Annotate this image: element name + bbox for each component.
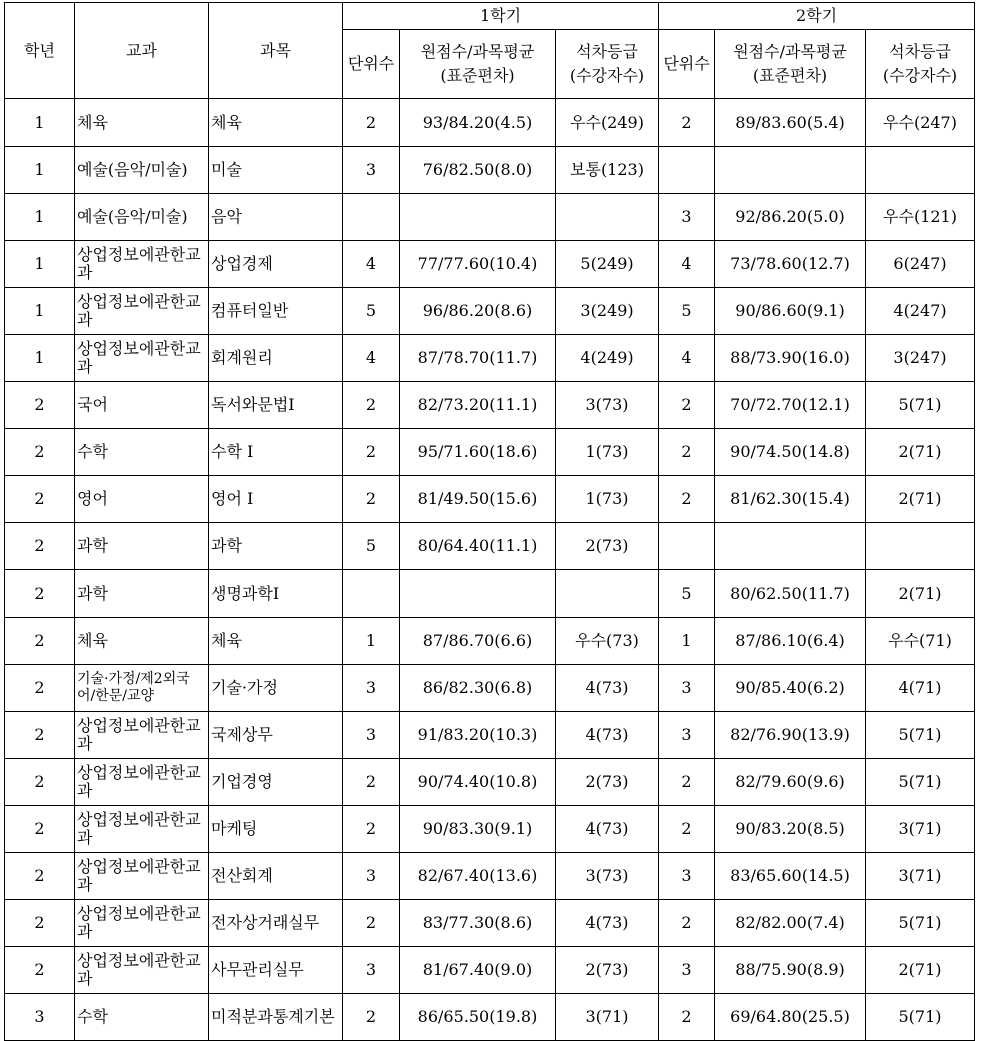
subject-cell: 영어 I [209, 476, 343, 523]
s1-units-cell: 5 [343, 288, 400, 335]
s1-score-cell: 86/82.30(6.8) [400, 665, 556, 712]
s1-rank-cell: 3(249) [556, 288, 659, 335]
subject-group-cell: 수학 [75, 994, 209, 1041]
grade-cell: 1 [5, 147, 75, 194]
grade-cell: 1 [5, 99, 75, 147]
subject-group-cell: 국어 [75, 382, 209, 429]
subject-group-cell: 수학 [75, 429, 209, 476]
s1-score-cell: 90/74.40(10.8) [400, 759, 556, 806]
subject-cell: 사무관리실무 [209, 947, 343, 994]
s1-units-cell: 3 [343, 853, 400, 900]
s1-score-cell: 81/67.40(9.0) [400, 947, 556, 994]
table-row [5, 665, 975, 712]
header-std-dev: (표준편차) [752, 66, 828, 85]
subject-cell: 체육 [209, 618, 343, 665]
grade-cell: 2 [5, 759, 75, 806]
s1-rank-cell: 5(249) [556, 241, 659, 288]
s2-rank-cell: 4(71) [866, 665, 975, 712]
header-s1-score [400, 30, 556, 99]
s2-rank-cell: 5(71) [866, 712, 975, 759]
s2-score-cell: 69/64.80(25.5) [715, 994, 866, 1041]
s1-rank-cell: 우수(249) [556, 99, 659, 147]
s2-units-cell: 3 [659, 853, 715, 900]
s1-score-cell: 87/86.70(6.6) [400, 618, 556, 665]
grade-cell: 3 [5, 994, 75, 1041]
s2-rank-cell: 5(71) [866, 994, 975, 1041]
table-header [5, 3, 975, 99]
s2-rank-cell: 우수(121) [866, 194, 975, 241]
s1-score-cell [400, 570, 556, 618]
s1-rank-cell: 3(73) [556, 382, 659, 429]
table-row [5, 570, 975, 618]
table-row [5, 523, 975, 570]
s1-rank-cell: 2(73) [556, 523, 659, 570]
s1-rank-cell: 4(73) [556, 665, 659, 712]
grade-cell: 2 [5, 523, 75, 570]
subject-cell: 기업경영 [209, 759, 343, 806]
report-card [4, 2, 975, 1041]
table-row [5, 618, 975, 665]
grade-cell: 2 [5, 665, 75, 712]
table-row [5, 241, 975, 288]
s1-rank-cell: 보통(123) [556, 147, 659, 194]
s1-rank-cell: 2(73) [556, 759, 659, 806]
subject-group-cell: 체육 [75, 618, 209, 665]
s2-score-cell: 70/72.70(12.1) [715, 382, 866, 429]
header-s1-rank [556, 30, 659, 99]
subject-cell: 생명과학I [209, 570, 343, 618]
s2-units-cell [659, 147, 715, 194]
subject-cell: 회계원리 [209, 335, 343, 382]
grade-cell: 2 [5, 853, 75, 900]
s2-score-cell: 73/78.60(12.7) [715, 241, 866, 288]
s2-score-cell [715, 147, 866, 194]
s1-rank-cell: 3(73) [556, 853, 659, 900]
grade-cell: 2 [5, 618, 75, 665]
s1-score-cell: 91/83.20(10.3) [400, 712, 556, 759]
s2-rank-cell: 2(71) [866, 947, 975, 994]
subject-group-cell: 기술·가정/제2외국어/한문/교양 [75, 665, 209, 712]
s1-units-cell: 3 [343, 947, 400, 994]
s2-score-cell: 81/62.30(15.4) [715, 476, 866, 523]
subject-group-cell: 영어 [75, 476, 209, 523]
s1-units-cell: 5 [343, 523, 400, 570]
subject-cell: 과학 [209, 523, 343, 570]
s2-units-cell [659, 523, 715, 570]
s1-rank-cell [556, 570, 659, 618]
s1-units-cell: 4 [343, 335, 400, 382]
s2-units-cell: 4 [659, 335, 715, 382]
header-students: (수강자수) [569, 66, 645, 85]
header-subject: 과목 [209, 3, 343, 99]
s1-rank-cell: 2(73) [556, 947, 659, 994]
s1-units-cell [343, 570, 400, 618]
s2-score-cell: 87/86.10(6.4) [715, 618, 866, 665]
table-row [5, 806, 975, 853]
s1-rank-cell: 1(73) [556, 476, 659, 523]
header-semester-1: 1학기 [343, 3, 659, 30]
table-row [5, 194, 975, 241]
s1-score-cell: 83/77.30(8.6) [400, 900, 556, 947]
s1-rank-cell: 3(71) [556, 994, 659, 1041]
subject-cell: 국제상무 [209, 712, 343, 759]
grade-cell: 2 [5, 900, 75, 947]
header-s2-units: 단위수 [659, 30, 715, 99]
subject-group-cell: 상업정보에관한교과 [75, 900, 209, 947]
grade-cell: 1 [5, 241, 75, 288]
s2-rank-cell: 5(71) [866, 900, 975, 947]
table-body [5, 99, 975, 1041]
s1-units-cell: 2 [343, 759, 400, 806]
table-row [5, 994, 975, 1041]
s2-rank-cell: 4(247) [866, 288, 975, 335]
s1-units-cell: 2 [343, 994, 400, 1041]
s2-rank-cell: 3(247) [866, 335, 975, 382]
table-row [5, 900, 975, 947]
s2-score-cell: 82/82.00(7.4) [715, 900, 866, 947]
subject-group-cell: 예술(음악/미술) [75, 147, 209, 194]
s1-score-cell: 82/73.20(11.1) [400, 382, 556, 429]
s2-score-cell: 90/86.60(9.1) [715, 288, 866, 335]
s1-rank-cell: 4(249) [556, 335, 659, 382]
subject-cell: 기술·가정 [209, 665, 343, 712]
header-std-dev: (표준편차) [440, 66, 515, 85]
s2-score-cell: 90/85.40(6.2) [715, 665, 866, 712]
header-semester-2: 2학기 [659, 3, 975, 30]
s2-rank-cell: 2(71) [866, 429, 975, 476]
s2-units-cell: 2 [659, 806, 715, 853]
subject-group-cell: 과학 [75, 523, 209, 570]
table-row [5, 147, 975, 194]
subject-group-cell: 상업정보에관한교과 [75, 241, 209, 288]
table-row [5, 476, 975, 523]
s2-score-cell: 80/62.50(11.7) [715, 570, 866, 618]
header-s2-score [715, 30, 866, 99]
s1-rank-cell: 4(73) [556, 806, 659, 853]
s2-units-cell: 2 [659, 994, 715, 1041]
subject-group-cell: 체육 [75, 99, 209, 147]
subject-cell: 미적분과통계기본 [209, 994, 343, 1041]
subject-cell: 전자상거래실무 [209, 900, 343, 947]
s2-rank-cell: 6(247) [866, 241, 975, 288]
header-s1-units: 단위수 [343, 30, 400, 99]
subject-group-cell: 상업정보에관한교과 [75, 947, 209, 994]
table-row [5, 288, 975, 335]
subject-group-cell: 상업정보에관한교과 [75, 853, 209, 900]
s2-rank-cell: 3(71) [866, 853, 975, 900]
header-raw-score: 원점수/과목평균 [733, 42, 847, 61]
table-row [5, 429, 975, 476]
s1-score-cell: 77/77.60(10.4) [400, 241, 556, 288]
s2-rank-cell: 우수(71) [866, 618, 975, 665]
table-row [5, 947, 975, 994]
subject-group-cell: 예술(음악/미술) [75, 194, 209, 241]
table-row [5, 853, 975, 900]
s2-units-cell: 5 [659, 288, 715, 335]
s1-rank-cell: 4(73) [556, 900, 659, 947]
s2-rank-cell [866, 147, 975, 194]
table-row [5, 382, 975, 429]
s2-units-cell: 2 [659, 382, 715, 429]
s1-rank-cell: 우수(73) [556, 618, 659, 665]
s2-rank-cell: 우수(247) [866, 99, 975, 147]
subject-group-cell: 상업정보에관한교과 [75, 335, 209, 382]
s1-score-cell: 76/82.50(8.0) [400, 147, 556, 194]
s2-score-cell: 90/74.50(14.8) [715, 429, 866, 476]
s1-units-cell [343, 194, 400, 241]
s1-units-cell: 2 [343, 99, 400, 147]
subject-cell: 수학 I [209, 429, 343, 476]
s2-score-cell: 88/73.90(16.0) [715, 335, 866, 382]
subject-group-cell: 상업정보에관한교과 [75, 712, 209, 759]
grade-cell: 2 [5, 382, 75, 429]
s1-score-cell: 90/83.30(9.1) [400, 806, 556, 853]
s1-score-cell: 81/49.50(15.6) [400, 476, 556, 523]
table-row [5, 759, 975, 806]
s2-rank-cell: 3(71) [866, 806, 975, 853]
s1-units-cell: 2 [343, 476, 400, 523]
s2-score-cell: 83/65.60(14.5) [715, 853, 866, 900]
s1-rank-cell: 1(73) [556, 429, 659, 476]
s2-rank-cell: 5(71) [866, 759, 975, 806]
header-s2-rank [866, 30, 975, 99]
grade-cell: 2 [5, 947, 75, 994]
s1-rank-cell [556, 194, 659, 241]
subject-cell: 음악 [209, 194, 343, 241]
table-row [5, 335, 975, 382]
s2-units-cell: 3 [659, 194, 715, 241]
subject-group-cell: 상업정보에관한교과 [75, 759, 209, 806]
s2-rank-cell [866, 523, 975, 570]
grade-cell: 2 [5, 806, 75, 853]
s2-score-cell: 82/76.90(13.9) [715, 712, 866, 759]
subject-cell: 마케팅 [209, 806, 343, 853]
s1-score-cell: 93/84.20(4.5) [400, 99, 556, 147]
s2-rank-cell: 2(71) [866, 570, 975, 618]
grade-cell: 1 [5, 194, 75, 241]
subject-group-cell: 상업정보에관한교과 [75, 288, 209, 335]
s1-units-cell: 3 [343, 712, 400, 759]
subject-cell: 미술 [209, 147, 343, 194]
table-row [5, 99, 975, 147]
s2-units-cell: 2 [659, 99, 715, 147]
s2-score-cell: 89/83.60(5.4) [715, 99, 866, 147]
s1-units-cell: 3 [343, 665, 400, 712]
s1-units-cell: 3 [343, 147, 400, 194]
s2-units-cell: 1 [659, 618, 715, 665]
subject-cell: 상업경제 [209, 241, 343, 288]
s1-units-cell: 2 [343, 429, 400, 476]
s1-score-cell: 96/86.20(8.6) [400, 288, 556, 335]
s1-units-cell: 4 [343, 241, 400, 288]
header-students: (수강자수) [882, 66, 958, 85]
s2-score-cell: 92/86.20(5.0) [715, 194, 866, 241]
grade-cell: 2 [5, 712, 75, 759]
table-row [5, 712, 975, 759]
grades-table [4, 2, 975, 1041]
subject-group-cell: 상업정보에관한교과 [75, 806, 209, 853]
header-subject-group: 교과 [75, 3, 209, 99]
s1-score-cell: 80/64.40(11.1) [400, 523, 556, 570]
grade-cell: 2 [5, 476, 75, 523]
header-rank-grade: 석차등급 [576, 42, 638, 61]
s2-score-cell [715, 523, 866, 570]
s2-score-cell: 88/75.90(8.9) [715, 947, 866, 994]
s2-units-cell: 3 [659, 665, 715, 712]
header-grade: 학년 [5, 3, 75, 99]
subject-cell: 전산회계 [209, 853, 343, 900]
header-raw-score: 원점수/과목평균 [420, 42, 535, 61]
grade-cell: 1 [5, 288, 75, 335]
subject-cell: 컴퓨터일반 [209, 288, 343, 335]
s1-score-cell: 86/65.50(19.8) [400, 994, 556, 1041]
s2-units-cell: 5 [659, 570, 715, 618]
s2-units-cell: 2 [659, 759, 715, 806]
s1-rank-cell: 4(73) [556, 712, 659, 759]
subject-group-cell: 과학 [75, 570, 209, 618]
s1-units-cell: 2 [343, 806, 400, 853]
grade-cell: 2 [5, 570, 75, 618]
s2-score-cell: 82/79.60(9.6) [715, 759, 866, 806]
s1-units-cell: 2 [343, 382, 400, 429]
s2-score-cell: 90/83.20(8.5) [715, 806, 866, 853]
s1-score-cell: 82/67.40(13.6) [400, 853, 556, 900]
s2-units-cell: 3 [659, 712, 715, 759]
s2-units-cell: 2 [659, 476, 715, 523]
s1-score-cell: 95/71.60(18.6) [400, 429, 556, 476]
header-rank-grade: 석차등급 [889, 42, 951, 61]
s1-score-cell [400, 194, 556, 241]
s2-rank-cell: 5(71) [866, 382, 975, 429]
s1-score-cell: 87/78.70(11.7) [400, 335, 556, 382]
s2-units-cell: 2 [659, 429, 715, 476]
s1-units-cell: 2 [343, 900, 400, 947]
grade-cell: 1 [5, 335, 75, 382]
subject-cell: 체육 [209, 99, 343, 147]
s2-units-cell: 3 [659, 947, 715, 994]
s1-units-cell: 1 [343, 618, 400, 665]
s2-rank-cell: 2(71) [866, 476, 975, 523]
subject-cell: 독서와문법I [209, 382, 343, 429]
s2-units-cell: 4 [659, 241, 715, 288]
grade-cell: 2 [5, 429, 75, 476]
s2-units-cell: 2 [659, 900, 715, 947]
